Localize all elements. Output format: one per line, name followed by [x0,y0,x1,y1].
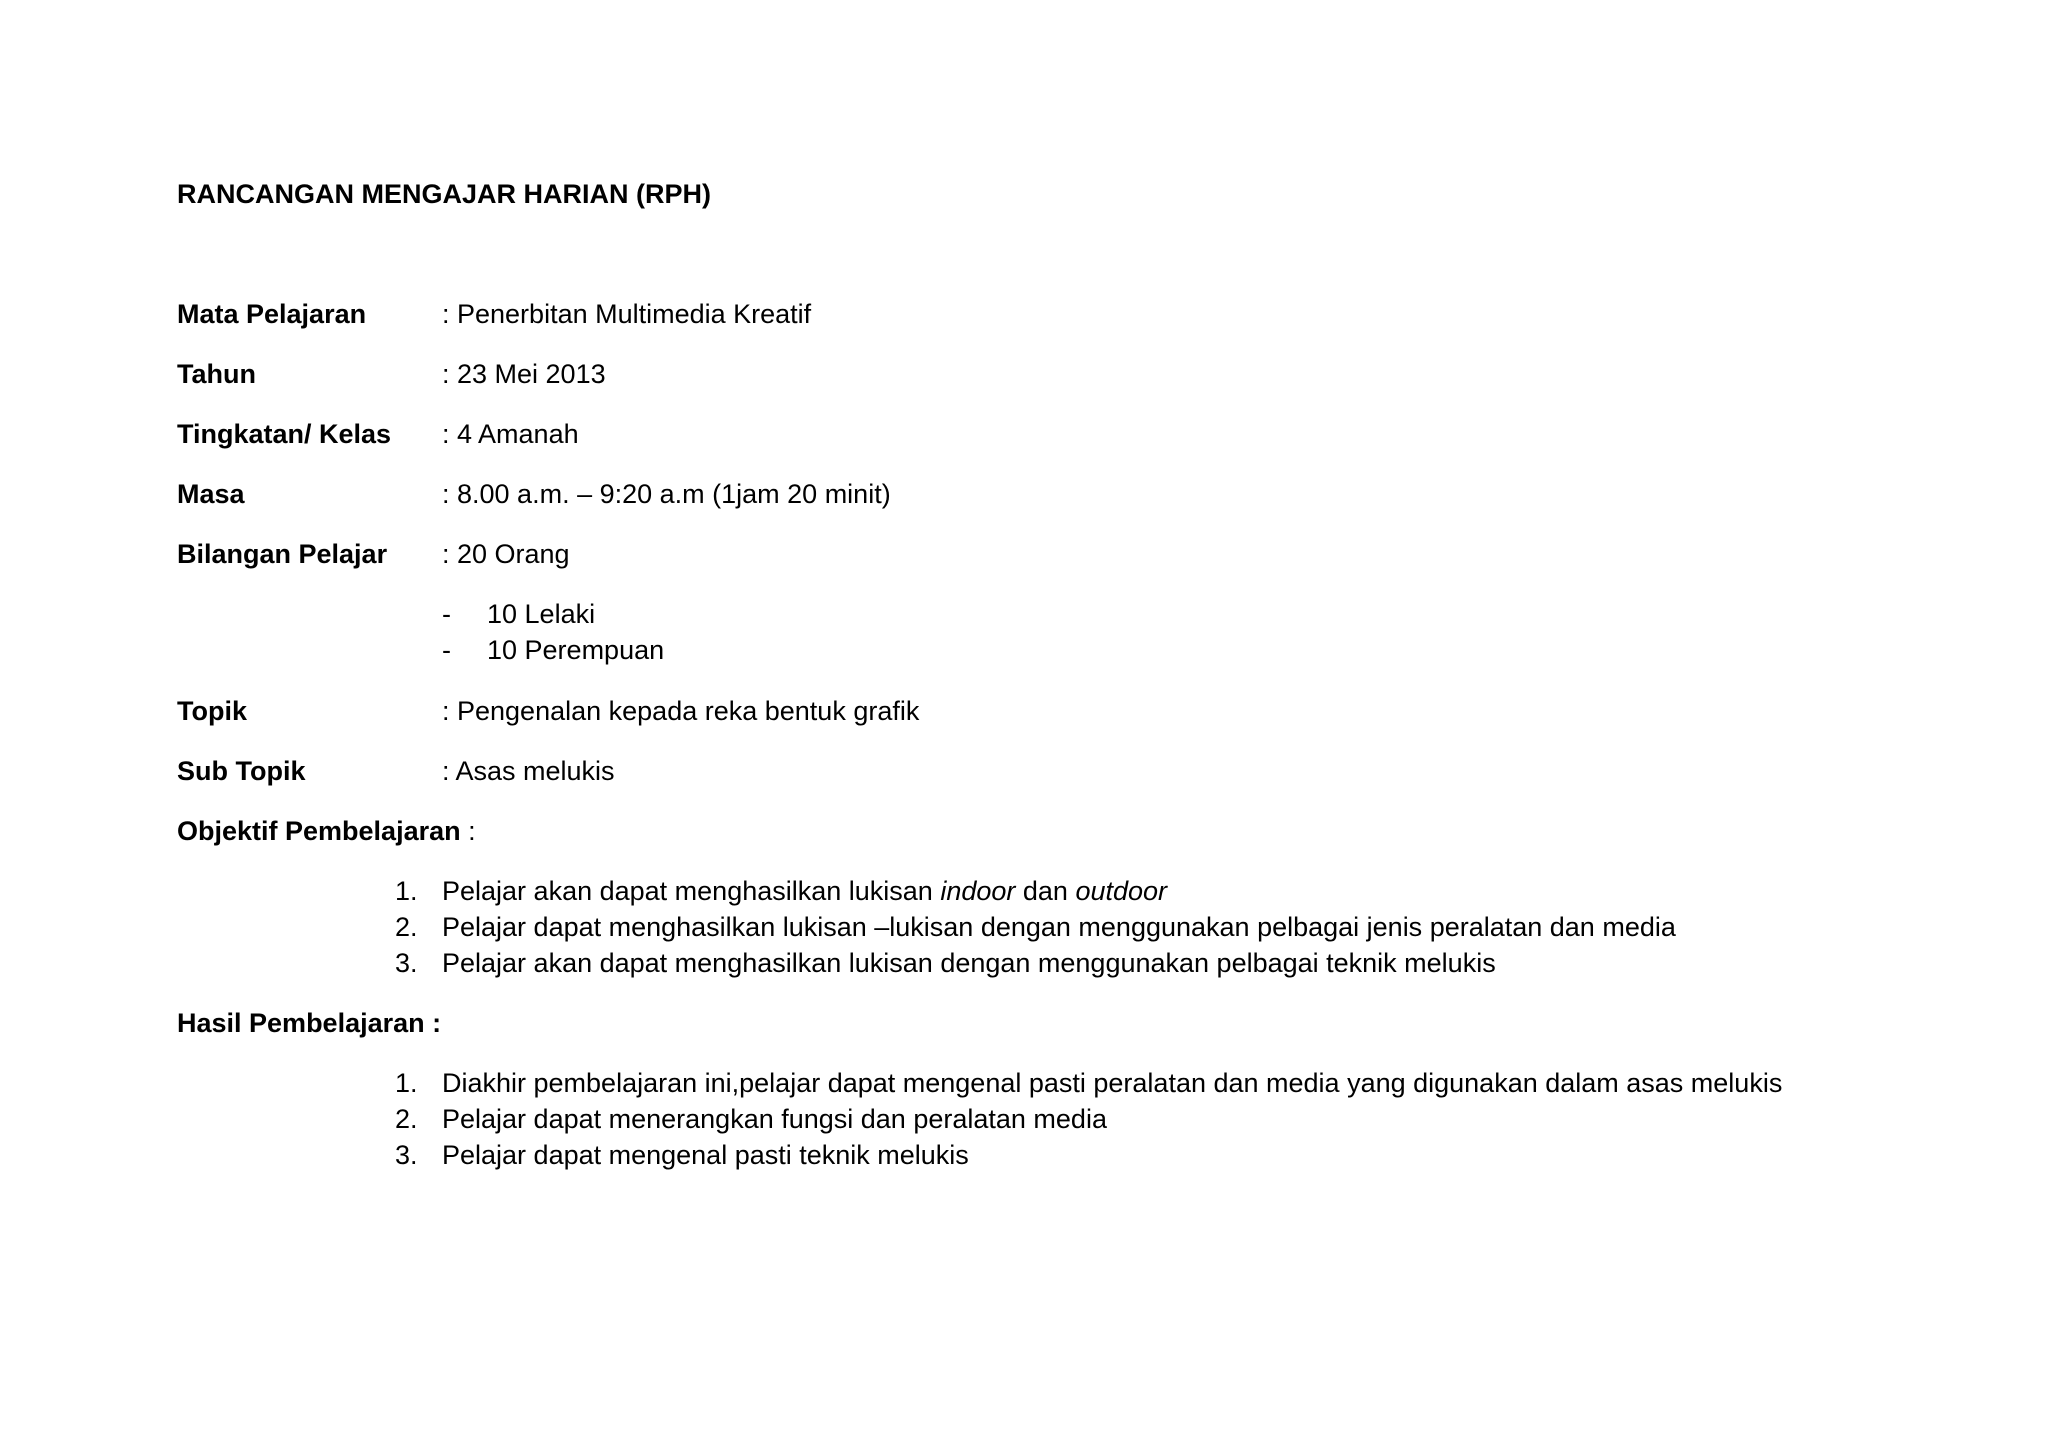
field-label: Sub Topik [177,756,306,786]
field-tingkatan-kelas [177,416,1877,452]
list-number: 1. [395,876,418,906]
field-label: Masa [177,479,245,509]
field-topik [177,693,1877,729]
list-text: Pelajar dapat menerangkan fungsi dan peralatan media [442,1104,1107,1134]
field-value: : Penerbitan Multimedia Kreatif [442,299,812,329]
list-number: 2. [395,1104,418,1134]
outcomes-heading [177,1005,441,1041]
field-label: Tingkatan/ Kelas [177,419,392,449]
dash-text: 10 Lelaki [487,599,596,629]
field-mata-pelajaran [177,296,1877,332]
field-label: Mata Pelajaran [177,299,367,329]
field-value: : Asas melukis [442,756,615,786]
list-number: 3. [395,1140,418,1170]
field-masa [177,476,1877,512]
objectives-heading [177,813,476,849]
field-label: Topik [177,696,247,726]
field-sub-topik [177,753,1877,789]
list-text [442,873,1167,909]
dash-bullet: - [442,599,451,629]
objective-italic-term: indoor [940,876,1016,906]
list-number: 3. [395,948,418,978]
field-value: : 23 Mei 2013 [442,359,606,389]
objective-text-part: dan [1015,876,1076,906]
dash-text: 10 Perempuan [487,635,665,665]
field-bilangan-pelajar [177,536,1877,572]
list-text: Pelajar akan dapat menghasilkan lukisan dengan menggunakan pelbagai teknik melukis [442,948,1496,978]
document-title: RANCANGAN MENGAJAR HARIAN (RPH) [177,179,711,209]
list-text: Pelajar dapat menghasilkan lukisan –lukisan dengan menggunakan pelbagai jenis peralatan dan media [442,912,1676,942]
dash-bullet: - [442,635,451,665]
field-value: : 20 Orang [442,539,570,569]
field-value: : Pengenalan kepada reka bentuk grafik [442,696,920,726]
field-value: : 8.00 a.m. – 9:20 a.m (1jam 20 minit) [442,479,891,509]
field-label: Tahun [177,359,256,389]
field-value: : 4 Amanah [442,419,579,449]
list-text: Diakhir pembelajaran ini,pelajar dapat mengenal pasti peralatan dan media yang digunakan dalam asas melukis [442,1068,1783,1098]
objective-text-part: Pelajar akan dapat menghasilkan lukisan [442,876,941,906]
list-number: 2. [395,912,418,942]
field-tahun [177,356,1877,392]
objectives-heading-suffix: : [460,816,476,846]
outcomes-heading-text: Hasil Pembelajaran : [177,1008,442,1038]
list-number: 1. [395,1068,418,1098]
field-label: Bilangan Pelajar [177,539,388,569]
objectives-heading-text: Objektif Pembelajaran [177,816,461,846]
objective-italic-term: outdoor [1075,876,1168,906]
list-text: Pelajar dapat mengenal pasti teknik melukis [442,1140,969,1170]
